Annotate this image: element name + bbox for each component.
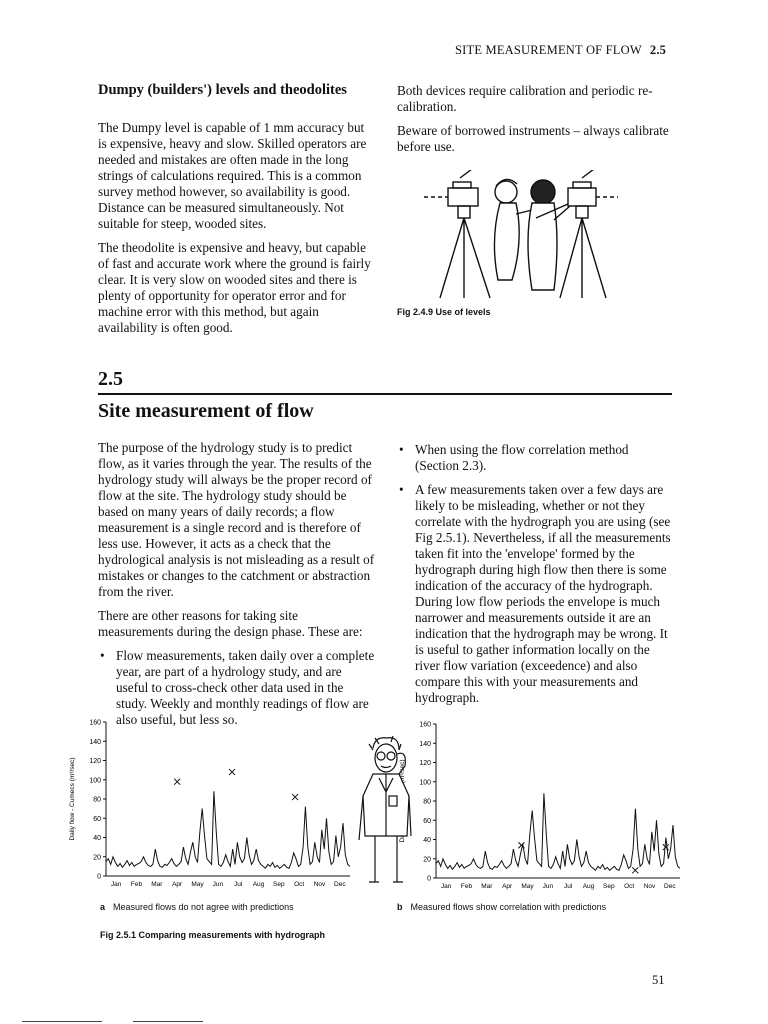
hydrograph-line <box>106 791 350 868</box>
y-tick-label: 140 <box>89 738 101 746</box>
x-tick-label: Jan <box>440 883 452 890</box>
section-number: 2.5 <box>98 368 123 390</box>
y-tick-label: 160 <box>89 719 101 727</box>
x-tick-label: Feb <box>460 883 473 890</box>
x-tick-label: Sep <box>603 883 615 890</box>
y-tick-label: 20 <box>93 854 101 862</box>
hydrograph-line <box>436 793 680 870</box>
x-tick-label: Jan <box>110 881 122 888</box>
y-tick-label: 80 <box>93 796 101 804</box>
y-tick-label: 140 <box>419 740 431 748</box>
bullet-few-measurements: • A few measurements taken over a few days are likely to be misleading, whether or not they correlate with the hydrograph you are using (see Fig 2.5.1). Nevertheless, if all the measurements taken fit into the 'envelope' formed by the hydrograph during high flow then there is some indication of the accuracy of the hydrograph. During low flow periods the envelope is much narrower and measurements outside it are an indication that the hydrograph may be wrong. It is useful to gather information locally on the river flow variation (exceedence) and also compare this with your measurements and hydrograph. <box>397 482 672 706</box>
y-tick-label: 120 <box>89 758 101 765</box>
figure-caption-a <box>100 902 294 912</box>
reasons-paragraph: There are other reasons for taking site measurements during the design phase. These are: <box>98 608 363 639</box>
measured-flow-point <box>292 794 298 800</box>
x-tick-label: Aug <box>582 883 595 890</box>
x-tick-label: Feb <box>130 881 143 888</box>
levels-figure-caption: Fig 2.4.9 Use of levels <box>397 307 491 317</box>
x-tick-label: Aug <box>252 881 265 888</box>
y-tick-label: 160 <box>419 721 431 729</box>
bullet-correlation-method: • When using the flow correlation method (Section 2.3). <box>397 442 672 474</box>
borrowed-instruments-note: Beware of borrowed instruments – always calibrate before use. <box>397 123 669 154</box>
measured-flow-point <box>518 842 524 848</box>
x-tick-label: Apr <box>172 881 183 888</box>
y-tick-label: 40 <box>423 837 431 844</box>
section-divider <box>98 393 672 395</box>
x-tick-label: Oct <box>294 881 305 888</box>
hydrograph-chart-b <box>390 718 690 898</box>
x-tick-label: May <box>521 883 534 890</box>
x-tick-label: Mar <box>151 881 163 888</box>
y-tick-label: 120 <box>419 760 431 767</box>
y-tick-label: 100 <box>419 779 431 787</box>
caption-a-letter: a <box>100 902 106 912</box>
measured-flow-point <box>663 844 669 850</box>
purpose-paragraph: The purpose of the hydrology study is to predict flow, as it varies through the year. The results of the hydrology study will always be the proper record of flow at the site. The hydrology study should be based on many years of daily records; a flow measurement is a single record and is therefore of less use. However, it acts as a check that the hydrological analysis is not misleading as a result of mistakes or changes to the catchment or abstraction from the river. <box>98 440 375 599</box>
caption-a-text: Measured flows do not agree with predictions <box>113 902 294 912</box>
measured-flow-point <box>229 769 235 775</box>
header-section-number: 2.5 <box>649 43 667 57</box>
y-tick-label: 0 <box>97 873 101 881</box>
x-tick-label: Oct <box>624 883 635 890</box>
footer-rule-right <box>133 1021 203 1022</box>
measured-flow-point <box>632 867 638 873</box>
calibration-note: Both devices require calibration and periodic re-calibration. <box>397 83 653 114</box>
x-tick-label: Dec <box>664 883 676 890</box>
section-left-column <box>98 440 376 736</box>
y-tick-label: 80 <box>423 798 431 806</box>
measured-flow-point <box>174 779 180 785</box>
x-tick-label: Nov <box>313 881 326 888</box>
y-tick-label: 20 <box>423 856 431 864</box>
figure-caption-b <box>397 902 606 912</box>
x-tick-label: Jun <box>542 883 554 890</box>
dumpy-heading: Dumpy (builders') levels and theodolites <box>98 82 347 98</box>
puzzled-scientist-illustration <box>355 736 415 886</box>
dumpy-paragraph-1: The Dumpy level is capable of 1 mm accuracy but is expensive, heavy and slow. Skilled operators are needed and mistakes are often made in the long strings of calculations required. This is a common survey method however, so availability is good. Distance can be measured simultaneously. Not suitable for steep, wooded sites. <box>98 120 367 231</box>
y-tick-label: 0 <box>427 875 431 883</box>
y-tick-label: 40 <box>93 835 101 842</box>
x-tick-label: Jul <box>564 883 573 890</box>
y-tick-label: 60 <box>93 815 101 823</box>
header-title: SITE MEASUREMENT OF FLOW <box>455 43 642 57</box>
x-tick-label: May <box>191 881 204 888</box>
calibration-notes <box>397 83 669 163</box>
x-tick-label: Sep <box>273 881 285 888</box>
x-tick-label: Dec <box>334 881 346 888</box>
y-tick-label: 60 <box>423 817 431 825</box>
theodolite-paragraph: The theodolite is expensive and heavy, but capable of fast and accurate work where the ground is fairly clear. It is very slow on wooded sites and there is plenty of opportunity for operator error and for machine error with this method, but again availability is often good. <box>98 240 371 335</box>
x-tick-label: Nov <box>643 883 656 890</box>
caption-b-letter: b <box>397 902 403 912</box>
y-axis-label: Daily flow - Cumecs (m³/sec) <box>69 757 76 841</box>
x-tick-label: Jul <box>234 881 243 888</box>
bullet-daily-measurements: • Flow measurements, taken daily over a complete year, are part of a hydrology study, and are useful to cross-check other data used in the study. Weekly and monthly readings of flow are also useful, but less so. <box>98 648 376 728</box>
x-tick-label: Jun <box>212 881 224 888</box>
surveyor-levels-illustration <box>420 170 620 300</box>
x-tick-label: Apr <box>502 883 513 890</box>
dumpy-text-column <box>98 120 376 344</box>
caption-b-text: Measured flows show correlation with predictions <box>410 902 607 912</box>
section-right-column <box>397 442 672 714</box>
section-title: Site measurement of flow <box>98 400 314 422</box>
x-tick-label: Mar <box>481 883 493 890</box>
running-header <box>455 43 675 58</box>
footer-rule-left <box>22 1021 102 1022</box>
y-tick-label: 100 <box>89 777 101 785</box>
figure-main-caption: Fig 2.5.1 Comparing measurements with hydrograph <box>100 930 326 940</box>
page-number: 51 <box>652 973 665 987</box>
hydrograph-chart-a <box>60 716 360 896</box>
